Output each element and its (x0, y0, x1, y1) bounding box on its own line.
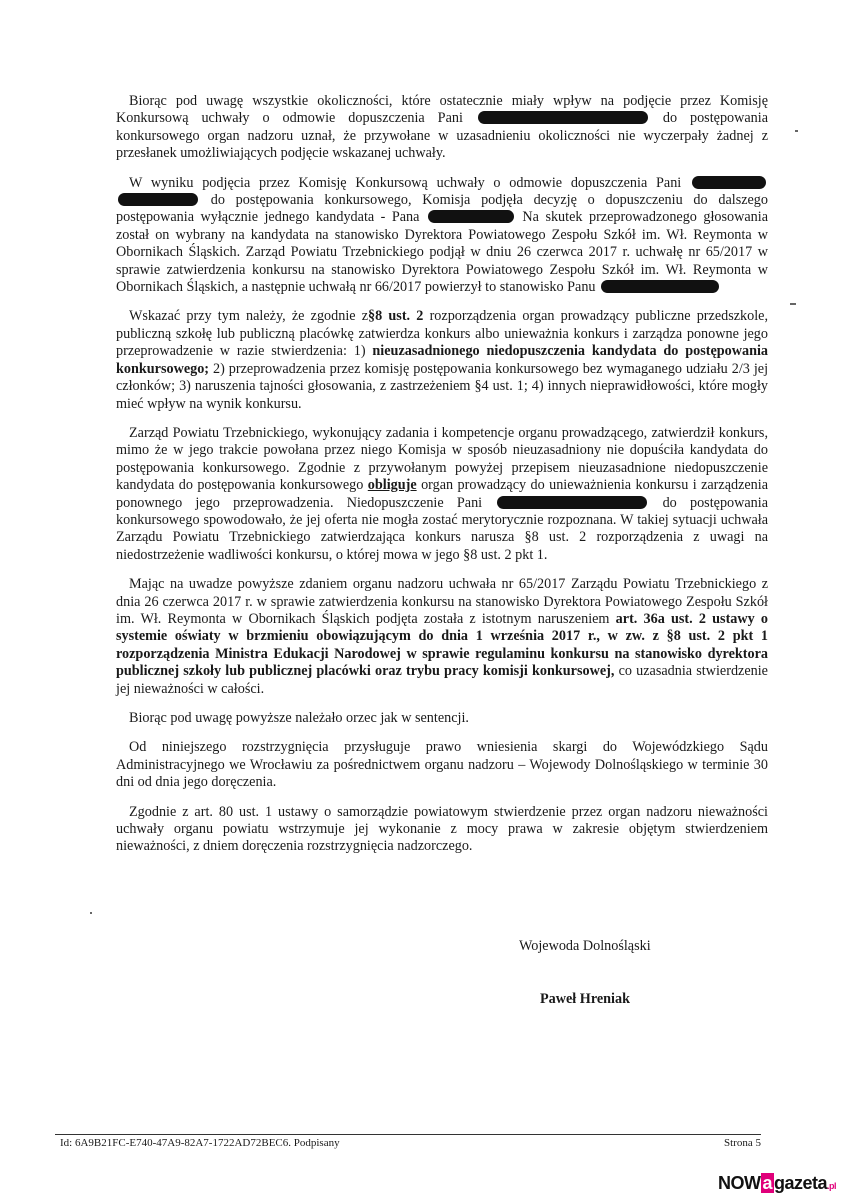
document-body (116, 93, 768, 868)
paragraph-3 (116, 308, 768, 412)
signatory-name: Paweł Hreniak (540, 991, 630, 1007)
page-number: Strona 5 (724, 1137, 761, 1149)
paragraph-4 (116, 425, 768, 564)
paragraph-5-bold: art. 36a ust. 2 ustawy o systemie oświaty w brzmieniu obowiązującym do dnia 1 września 2017 r., w zw. z §8 ust. 2 pkt 1 rozporządzenia Ministra Edukacji Narodowej w sprawie regulaminu konkursu na stanowisko dyrektora publicznej szkoły lub publicznej placówki oraz trybu pracy komisji konkursowej, (116, 610, 769, 680)
scan-speck (790, 303, 796, 305)
redaction-bar (601, 280, 719, 293)
paragraph-2-text-a: W wyniku podjęcia przez Komisję Konkursową uchwały o odmowie dopuszczenia Pani (129, 174, 682, 191)
paragraph-3-bold-b: nieuzasadnionego niedopuszczenia kandydata do postępowania konkursowego; (116, 343, 769, 377)
paragraph-6: Biorąc pod uwagę powyższe należało orzec jak w sentencji. (129, 710, 469, 726)
paragraph-4-text-a: Zarząd Powiatu Trzebnickiego, wykonujący zadania i kompetencje organu prowadzącego, zatwierdził konkurs, mimo że w jego trakcie powołana przez niego Komisja w sposób nieuzasadniony nie dopuściła kandydata do postępowania konkursowego. Zgodnie z przywołanym powyżej przepisem nieuzasadnione niedopuszczenie kandydata do postępowania konkursowego (116, 424, 768, 494)
paragraph-7: Od niniejszego rozstrzygnięcia przysługuje prawo wniesienia skargi do Wojewódzkiego Sądu Administracyjnego we Wrocławiu za pośrednictwem organu nadzoru – Wojewody Dolnośląskiego w terminie 30 dni od dnia jego doręczenia. (116, 739, 768, 791)
footer-divider (55, 1134, 761, 1135)
logo-part-3: gazeta (774, 1173, 828, 1193)
paragraph-3-text-a: Wskazać przy tym należy, że zgodnie z (129, 308, 369, 325)
paragraph-2 (116, 175, 768, 297)
logo-part-1: NOW (718, 1173, 761, 1193)
paragraph-4-underlined: obliguje (367, 477, 417, 494)
logo-part-2: a (762, 1173, 773, 1193)
paragraph-1 (116, 93, 768, 163)
paragraph-5-text-a: Mając na uwadze powyższe zdaniem organu nadzoru uchwała nr 65/2017 Zarządu Powiatu Trzebnickiego z dnia 26 czerwca 2017 r. w sprawie zatwierdzenia konkursu na stanowisko Dyrektora Powiatowego Zespołu Szkół im. Wł. Reymonta w Obornikach Śląskich podjęta została z istotnym naruszeniem (116, 576, 768, 627)
scan-speck (90, 912, 92, 914)
redaction-bar (692, 176, 766, 189)
paragraph-5-text-b: co uzasadnia stwierdzenie jej nieważności w całości. (116, 663, 768, 697)
paragraph-1-text-b: do postępowania konkursowego organ nadzoru uznał, że przywołane w uzasadnieniu okoliczności nie wyczerpały żadnej z przesłanek umożliwiających podjęcie wskazanej uchwały. (116, 110, 769, 162)
document-id: Id: 6A9B21FC-E740-47A9-82A7-1722AD72BEC6. Podpisany (60, 1137, 340, 1149)
logo-part-4: .pl (827, 1181, 837, 1191)
redaction-bar (497, 496, 647, 509)
paragraph-4-text-c: do postępowania konkursowego spowodowało, że jej oferta nie mogła zostać merytorycznie rozpoznana. W takiej sytuacji uchwała Zarządu Powiatu Trzebnickiego zatwierdzająca konkurs narusza §8 ust. 2 rozporządzenia z uwagi na niedostrzeżenie wadliwości konkursu, o której mowa w jego §8 ust. 2 pkt 1. (116, 494, 769, 563)
paragraph-8: Zgodnie z art. 80 ust. 1 ustawy o samorządzie powiatowym stwierdzenie przez organ nadzoru nieważności uchwały organu powiatu wstrzymuje jej wykonanie z mocy prawa w zakresie objętym stwierdzeniem nieważności, z dniem doręczenia rozstrzygnięcia nadzorczego. (116, 803, 768, 855)
scan-speck (795, 130, 798, 132)
paragraph-4-text-b: organ prowadzący do unieważnienia konkursu i zarządzenia ponownego jego przeprowadzenia. Niedopuszczenie Pani (116, 477, 769, 511)
paragraph-2-text-b: do postępowania konkursowego, Komisja podjęła decyzję o dopuszczeniu do dalszego postępowania wyłącznie jednego kandydata - Pana (116, 192, 768, 226)
paragraph-3-text-b: rozporządzenia organ prowadzący publiczne przedszkole, publiczną szkołę lub publiczną placówkę zatwierdza konkurs albo unieważnia konkurs i zarządza ponowne jego przeprowadzenie w razie stwierdzenia: 1) (116, 308, 768, 360)
paragraph-5 (116, 576, 768, 698)
redaction-bar (428, 210, 514, 223)
paragraph-2-text-c: Na skutek przeprowadzonego głosowania został on wybrany na kandydata na stanowisko Dyrektora Powiatowego Zespołu Szkół im. Wł. Reymonta w Obornikach Śląskich. Zarząd Powiatu Trzebnickiego podjął w dniu 26 czerwca 2017 r. uchwałę nr 65/2017 w sprawie zatwierdzenia konkursu na stanowisko Dyrektora Powiatowego Zespołu Szkół im. Wł. Reymonta w Obornikach Śląskich, a następnie uchwałą nr 66/2017 powierzył to stanowisko Panu (116, 209, 769, 296)
redaction-bar (118, 193, 198, 206)
watermark-logo (718, 1173, 836, 1194)
redaction-bar (478, 111, 648, 124)
paragraph-1-text-a: Biorąc pod uwagę wszystkie okoliczności, które ostatecznie miały wpływ na podjęcie przez Komisję Konkursową uchwały o odmowie dopuszczenia Pani (116, 93, 768, 127)
paragraph-3-bold-a: §8 ust. 2 (368, 308, 424, 325)
signatory-title: Wojewoda Dolnośląski (519, 938, 651, 954)
paragraph-3-text-c: 2) przeprowadzenia przez komisję postępowania konkursowego bez wymaganego udziału 2/3 jej członków; 3) naruszenia tajności głosowania, z zastrzeżeniem §4 ust. 1; 4) innych nieprawidłowości, które mogły mieć wpływ na wynik konkursu. (116, 360, 769, 412)
